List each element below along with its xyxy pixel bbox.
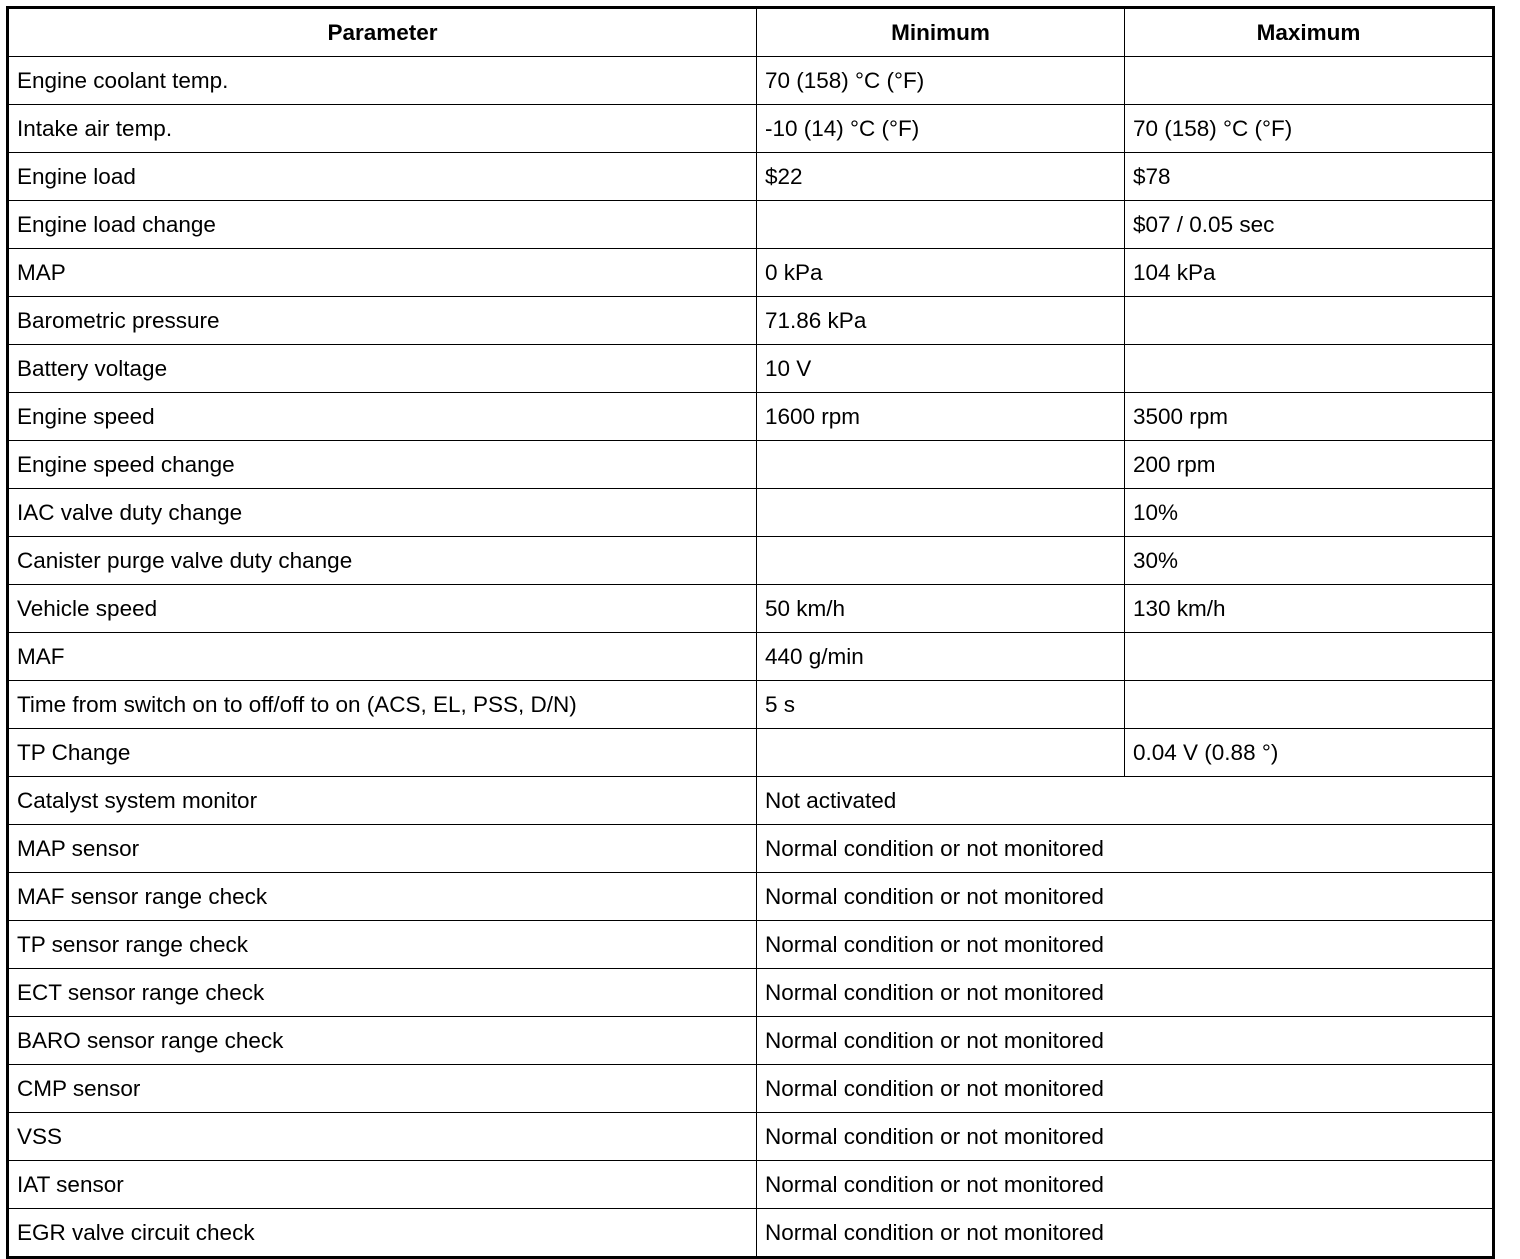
parameter-cell: TP Change — [8, 729, 757, 777]
table-row — [8, 729, 1494, 777]
parameter-cell: Engine load change — [8, 201, 757, 249]
table-row — [8, 633, 1494, 681]
minimum-cell: 71.86 kPa — [757, 297, 1125, 345]
parameter-cell: Canister purge valve duty change — [8, 537, 757, 585]
maximum-cell: $78 — [1125, 153, 1494, 201]
parameter-cell: EGR valve circuit check — [8, 1209, 757, 1258]
table-row — [8, 105, 1494, 153]
maximum-cell: 0.04 V (0.88 °) — [1125, 729, 1494, 777]
header-row — [8, 8, 1494, 57]
table-row — [8, 537, 1494, 585]
condition-cell: Normal condition or not monitored — [757, 969, 1494, 1017]
parameter-cell: MAP sensor — [8, 825, 757, 873]
table-row — [8, 393, 1494, 441]
condition-cell: Normal condition or not monitored — [757, 1209, 1494, 1258]
parameter-cell: IAT sensor — [8, 1161, 757, 1209]
parameter-cell: ECT sensor range check — [8, 969, 757, 1017]
table-row — [8, 441, 1494, 489]
condition-cell: Normal condition or not monitored — [757, 1161, 1494, 1209]
minimum-cell: 10 V — [757, 345, 1125, 393]
parameter-cell: Barometric pressure — [8, 297, 757, 345]
table-row — [8, 681, 1494, 729]
condition-cell: Normal condition or not monitored — [757, 873, 1494, 921]
table-row — [8, 489, 1494, 537]
table-row — [8, 297, 1494, 345]
condition-cell: Normal condition or not monitored — [757, 1017, 1494, 1065]
parameter-cell: Engine load — [8, 153, 757, 201]
minimum-cell: $22 — [757, 153, 1125, 201]
parameter-cell: MAP — [8, 249, 757, 297]
table-row — [8, 825, 1494, 873]
maximum-cell — [1125, 297, 1494, 345]
table-row — [8, 345, 1494, 393]
condition-cell: Normal condition or not monitored — [757, 825, 1494, 873]
header-maximum: Maximum — [1125, 8, 1494, 57]
minimum-cell: 0 kPa — [757, 249, 1125, 297]
parameter-cell: MAF — [8, 633, 757, 681]
table-row — [8, 1113, 1494, 1161]
parameter-cell: MAF sensor range check — [8, 873, 757, 921]
condition-cell: Normal condition or not monitored — [757, 1065, 1494, 1113]
maximum-cell — [1125, 345, 1494, 393]
minimum-cell: -10 (14) °C (°F) — [757, 105, 1125, 153]
minimum-cell: 50 km/h — [757, 585, 1125, 633]
condition-cell: Normal condition or not monitored — [757, 1113, 1494, 1161]
parameter-table — [6, 6, 1495, 1259]
table-body — [8, 57, 1494, 1258]
header-parameter: Parameter — [8, 8, 757, 57]
table-row — [8, 873, 1494, 921]
table-row — [8, 921, 1494, 969]
minimum-cell: 5 s — [757, 681, 1125, 729]
table-row — [8, 153, 1494, 201]
maximum-cell — [1125, 681, 1494, 729]
maximum-cell — [1125, 633, 1494, 681]
parameter-cell: BARO sensor range check — [8, 1017, 757, 1065]
parameter-cell: CMP sensor — [8, 1065, 757, 1113]
minimum-cell — [757, 729, 1125, 777]
parameter-cell: Vehicle speed — [8, 585, 757, 633]
minimum-cell: 440 g/min — [757, 633, 1125, 681]
maximum-cell: 70 (158) °C (°F) — [1125, 105, 1494, 153]
header-minimum: Minimum — [757, 8, 1125, 57]
parameter-cell: Engine speed — [8, 393, 757, 441]
table-row — [8, 1161, 1494, 1209]
condition-cell: Normal condition or not monitored — [757, 921, 1494, 969]
maximum-cell: 200 rpm — [1125, 441, 1494, 489]
table-row — [8, 585, 1494, 633]
table-row — [8, 1065, 1494, 1113]
maximum-cell: $07 / 0.05 sec — [1125, 201, 1494, 249]
table-row — [8, 777, 1494, 825]
parameter-cell: IAC valve duty change — [8, 489, 757, 537]
minimum-cell — [757, 441, 1125, 489]
minimum-cell — [757, 537, 1125, 585]
table-row — [8, 201, 1494, 249]
maximum-cell: 30% — [1125, 537, 1494, 585]
minimum-cell: 1600 rpm — [757, 393, 1125, 441]
maximum-cell: 130 km/h — [1125, 585, 1494, 633]
table-row — [8, 249, 1494, 297]
table-row — [8, 1017, 1494, 1065]
table-row — [8, 969, 1494, 1017]
table-row — [8, 57, 1494, 105]
maximum-cell: 10% — [1125, 489, 1494, 537]
minimum-cell — [757, 489, 1125, 537]
maximum-cell: 3500 rpm — [1125, 393, 1494, 441]
maximum-cell — [1125, 57, 1494, 105]
minimum-cell — [757, 201, 1125, 249]
parameter-cell: TP sensor range check — [8, 921, 757, 969]
parameter-cell: Engine coolant temp. — [8, 57, 757, 105]
table-row — [8, 1209, 1494, 1258]
parameter-cell: Intake air temp. — [8, 105, 757, 153]
condition-cell: Not activated — [757, 777, 1494, 825]
parameter-cell: Catalyst system monitor — [8, 777, 757, 825]
parameter-cell: Time from switch on to off/off to on (ACS, EL, PSS, D/N) — [8, 681, 757, 729]
maximum-cell: 104 kPa — [1125, 249, 1494, 297]
parameter-cell: VSS — [8, 1113, 757, 1161]
parameter-cell: Engine speed change — [8, 441, 757, 489]
minimum-cell: 70 (158) °C (°F) — [757, 57, 1125, 105]
parameter-cell: Battery voltage — [8, 345, 757, 393]
